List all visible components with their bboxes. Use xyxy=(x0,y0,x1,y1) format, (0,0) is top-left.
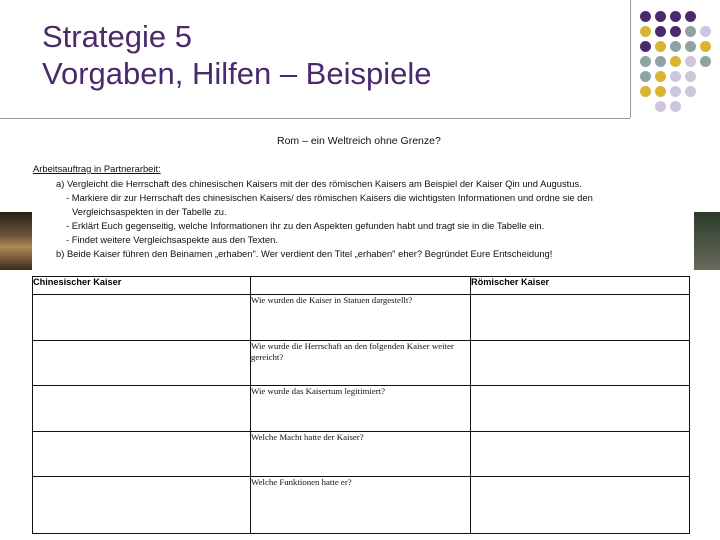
dot xyxy=(670,71,681,82)
dot xyxy=(670,26,681,37)
slide-title-line-1: Strategie 5 xyxy=(42,19,192,54)
dot xyxy=(655,56,666,67)
cell-roman-answer[interactable] xyxy=(471,386,690,432)
dot xyxy=(700,56,711,67)
question-cell: Wie wurde das Kaisertum legitimiert? xyxy=(251,386,471,432)
dot xyxy=(640,86,651,97)
table-row xyxy=(33,341,690,386)
question-cell: Wie wurde die Herrschaft an den folgenden Kaiser weiter gereicht? xyxy=(251,341,471,386)
dot xyxy=(640,41,651,52)
dot xyxy=(655,26,666,37)
table-row xyxy=(33,477,690,534)
assignment-line-a: a) Vergleicht die Herrschaft des chinesischen Kaisers mit der des römischen Kaisers am Beispiel der Kaiser Qin und Augustus. xyxy=(56,178,582,189)
assignment-line-mark-cont: Vergleichsaspekten in der Tabelle zu. xyxy=(72,206,227,217)
table-header-row xyxy=(33,277,690,295)
dot xyxy=(640,11,651,22)
header-chinese-emperor: Chinesischer Kaiser xyxy=(33,277,251,295)
title-divider-vertical xyxy=(630,0,631,118)
cell-chinese-answer[interactable] xyxy=(33,432,251,477)
comparison-table xyxy=(32,276,690,534)
cell-roman-answer[interactable] xyxy=(471,432,690,477)
dot xyxy=(685,56,696,67)
dot xyxy=(655,71,666,82)
dot xyxy=(685,41,696,52)
worksheet xyxy=(32,128,694,540)
dot xyxy=(670,41,681,52)
header-roman-emperor: Römischer Kaiser xyxy=(471,277,690,295)
slide-title-line-2: Vorgaben, Hilfen – Beispiele xyxy=(42,56,432,91)
dot xyxy=(685,11,696,22)
assignment-line-b: b) Beide Kaiser führen den Beinamen „erhaben". Wer verdient den Titel „erhaben" eher? Begründet Eure Entscheidung! xyxy=(56,248,553,259)
assignment-line-find: - Findet weitere Vergleichsaspekte aus den Texten. xyxy=(66,234,278,245)
table-row xyxy=(33,432,690,477)
dot xyxy=(670,101,681,112)
cell-chinese-answer[interactable] xyxy=(33,295,251,341)
dot xyxy=(640,56,651,67)
question-cell: Welche Macht hatte der Kaiser? xyxy=(251,432,471,477)
dot xyxy=(640,26,651,37)
table-row xyxy=(33,295,690,341)
dot xyxy=(670,11,681,22)
chinese-emperor-statue-image xyxy=(0,212,33,270)
dot xyxy=(655,101,666,112)
header-question-column xyxy=(251,277,471,295)
cell-roman-answer[interactable] xyxy=(471,341,690,386)
cell-roman-answer[interactable] xyxy=(471,477,690,534)
dot xyxy=(670,56,681,67)
dot xyxy=(685,86,696,97)
cell-roman-answer[interactable] xyxy=(471,295,690,341)
assignment-heading: Arbeitsauftrag in Partnerarbeit: xyxy=(33,163,161,174)
dot xyxy=(655,86,666,97)
dot xyxy=(670,86,681,97)
table-row xyxy=(33,386,690,432)
dot xyxy=(700,41,711,52)
cell-chinese-answer[interactable] xyxy=(33,341,251,386)
dot xyxy=(640,71,651,82)
assignment-line-explain: - Erklärt Euch gegenseitig, welche Informationen ihr zu den Aspekten gefunden habt und tragt sie in die Tabelle ein. xyxy=(66,220,545,231)
assignment-line-mark: - Markiere dir zur Herrschaft des chinesischen Kaisers/ des römischen Kaisers die wichtigsten Informationen und ordne sie den xyxy=(66,192,593,203)
question-cell: Welche Funktionen hatte er? xyxy=(251,477,471,534)
title-divider-horizontal xyxy=(0,118,630,119)
dot xyxy=(685,26,696,37)
question-cell: Wie wurden die Kaiser in Statuen dargestellt? xyxy=(251,295,471,341)
dot xyxy=(700,26,711,37)
cell-chinese-answer[interactable] xyxy=(33,386,251,432)
cell-chinese-answer[interactable] xyxy=(33,477,251,534)
dot xyxy=(655,41,666,52)
dot xyxy=(655,11,666,22)
dot xyxy=(685,71,696,82)
worksheet-title: Rom – ein Weltreich ohne Grenze? xyxy=(277,135,441,147)
slide-title xyxy=(42,18,431,92)
